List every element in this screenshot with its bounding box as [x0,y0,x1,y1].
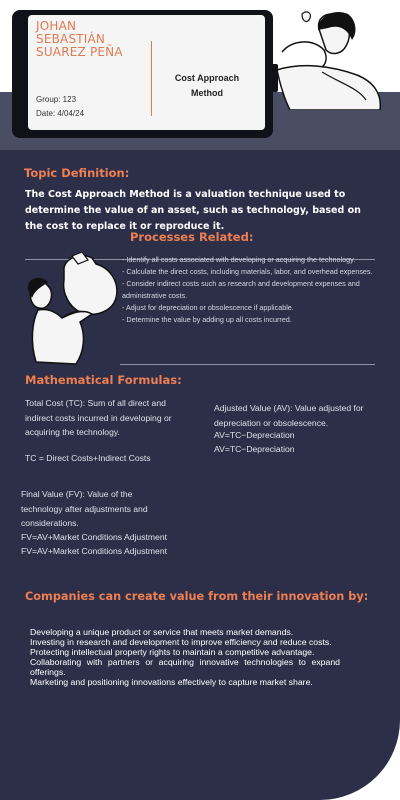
processes-heading: Processes Related: [130,230,254,244]
list-item: Marketing and positioning innovations effectively to capture market share. [30,677,313,687]
av-description: Adjusted Value (AV): Value adjusted for depreciation or obsolescence. [214,403,364,428]
processes-list [122,254,384,326]
method-title: Cost Approach Method [174,73,240,98]
list-item: - Consider indirect costs such as research and development expenses and administrative costs. [122,279,360,300]
fv-description: Final Value (FV): Value of the technology after adjustments and considerations. [21,489,148,528]
tc-description: Total Cost (TC): Sum of all direct and indirect costs incurred in developing or acquiring the technology. [25,398,172,437]
person-with-jug-illustration [22,252,124,370]
fv-formula-1: FV=AV+Market Conditions Adjustment [21,532,168,542]
date-label: Date: 4/04/24 [36,109,85,118]
tablet-screen [28,15,265,130]
av-formula-1: AV=TC−Depreciation [214,430,295,440]
processes-bottom-rule [120,364,375,365]
student-name: JOHAN SEBASTIÁN SUAREZ PEÑA [36,19,123,59]
tablet-button [272,64,278,92]
companies-list [30,627,340,687]
divider-line [151,41,152,116]
list-item: Protecting intellectual property rights to maintain a competitive advantage. [30,647,315,657]
tc-formula: TC = Direct Costs+Indirect Costs [25,453,151,463]
list-item: - Calculate the direct costs, including materials, labor, and overhead expenses. [122,267,373,276]
list-item: Collaborating with partners or acquiring innovative technologies to expand offerings. [30,657,340,677]
definition-heading: Topic Definition: [24,166,130,180]
group-label: Group: 123 [36,95,77,104]
formulas-heading: Mathematical Formulas: [25,373,182,387]
list-item: - Adjust for depreciation or obsolescence if applicable. [122,303,294,312]
tablet-frame [12,10,273,138]
list-item: Investing in research and development to improve efficiency and reduce costs. [30,637,332,647]
content-panel [0,150,400,800]
list-item: - Identify all costs associated with developing or acquiring the technology. [122,255,356,264]
person-with-tablet-illustration [262,10,392,110]
list-item: Developing a unique product or service that meets market demands. [30,627,294,637]
list-item: - Determine the value by adding up all costs incurred. [122,315,292,324]
companies-heading: Companies can create value from their innovation by: [25,590,369,603]
av-formula-2: AV=TC−Depreciation [214,444,295,454]
definition-text: The Cost Approach Method is a valuation technique used to determine the value of an asset, such as technology, based on the cost to replace it or reproduce it. [25,189,361,232]
fv-formula-2: FV=AV+Market Conditions Adjustment [21,546,168,556]
